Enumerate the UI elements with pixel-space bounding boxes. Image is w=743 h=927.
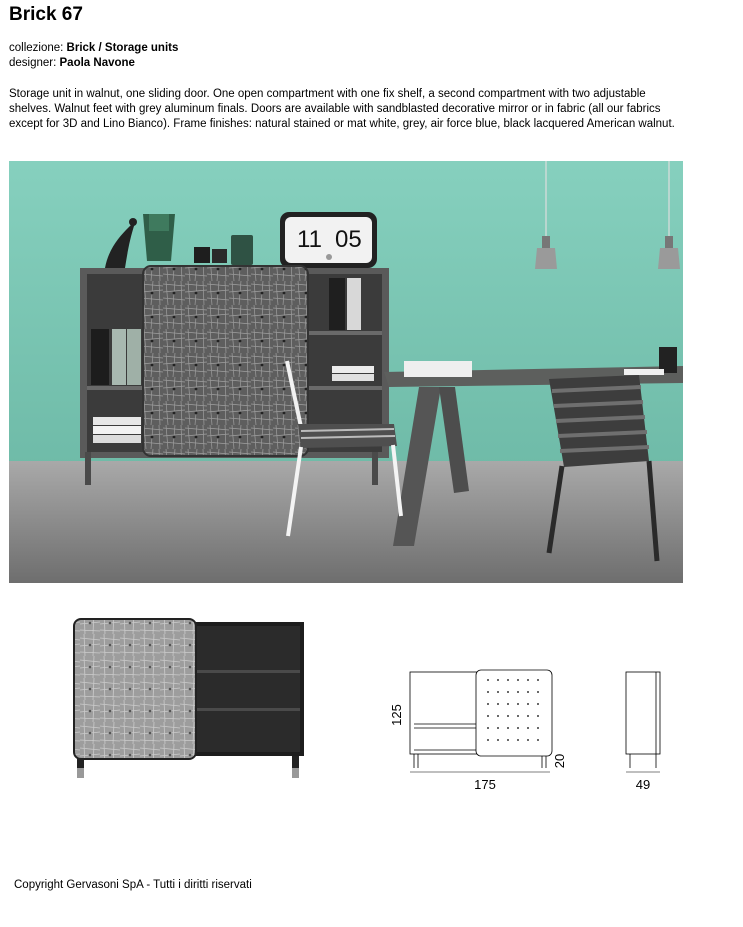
- product-render: [60, 612, 320, 792]
- copyright-footer: Copyright Gervasoni SpA - Tutti i diritti riservati: [14, 879, 252, 891]
- clock-minutes: 05: [335, 226, 362, 253]
- depth-dimension: 49: [635, 777, 651, 792]
- flip-clock: [280, 212, 377, 268]
- designer-label: designer:: [9, 57, 60, 69]
- shelf: [194, 670, 300, 673]
- product-render-illustration: [60, 612, 320, 792]
- lifestyle-photo: [9, 161, 683, 583]
- height-dimension: 125: [389, 704, 404, 726]
- carpet: [9, 461, 683, 583]
- sliding-door: [74, 619, 196, 759]
- designer-value[interactable]: Paola Navone: [59, 57, 135, 69]
- collection-label: collezione:: [9, 42, 67, 54]
- designer-line: [9, 57, 135, 69]
- collection-value[interactable]: Brick / Storage units: [66, 42, 179, 54]
- side-elevation: [626, 672, 660, 768]
- storage-cabinet: [80, 266, 389, 485]
- feet-dimension: 20: [552, 753, 567, 769]
- technical-drawing: [352, 590, 682, 840]
- collection-line: [9, 42, 178, 54]
- lifestyle-photo-illustration: [9, 161, 683, 583]
- shelf: [194, 708, 300, 711]
- clock-hours: 11: [297, 226, 322, 253]
- width-dimension: 175: [474, 777, 496, 792]
- technical-drawing-svg: [352, 590, 682, 840]
- front-elevation: [410, 670, 552, 768]
- product-description: Storage unit in walnut, one sliding door. One open compartment with one fix shelf, a second compartment with two adjustable shelves. Walnut feet with grey aluminum finals. Doors are available with sandblasted decorative mirror or in fabric (all our fabrics except for 3D and Lino Bianco). Frame finishes: natural stained or mat white, grey, air force blue, black lacquered American walnut.: [9, 88, 675, 131]
- page-title: Brick 67: [9, 4, 83, 25]
